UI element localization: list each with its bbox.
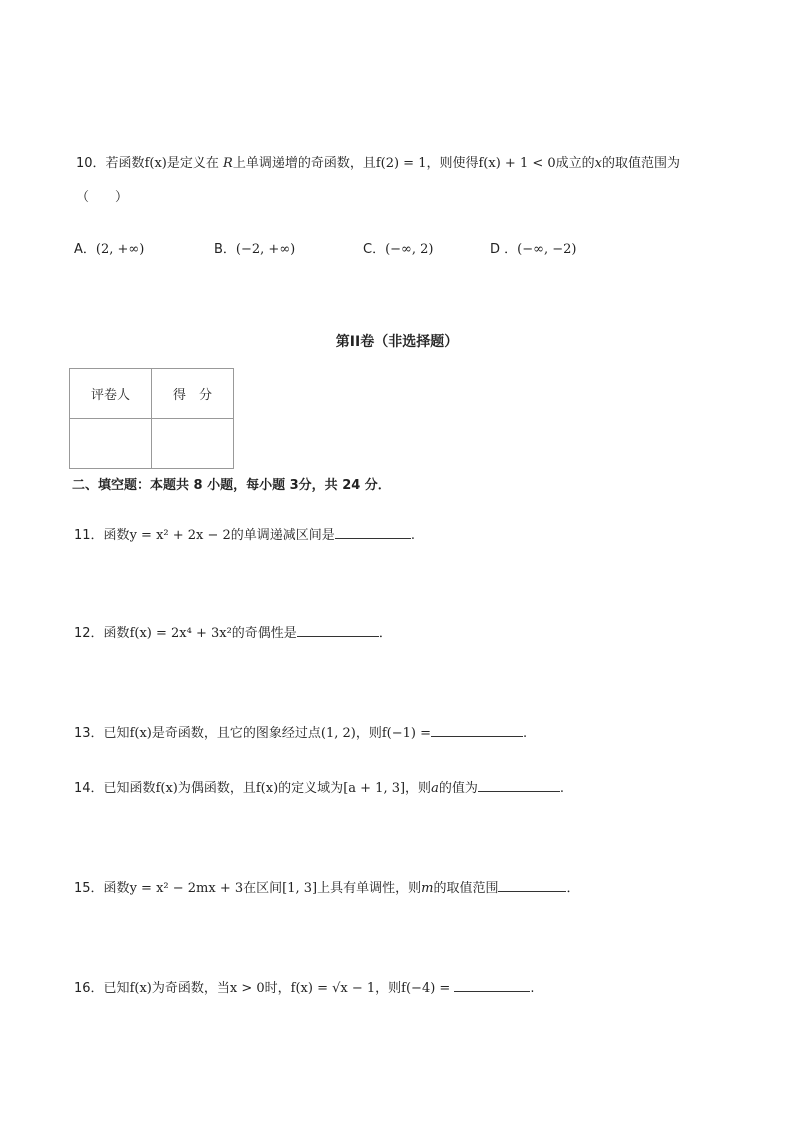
punctuation: ． bbox=[378, 626, 392, 641]
math-expression: f(x) = 2x⁴ + 3x² bbox=[129, 626, 232, 641]
question-13 bbox=[74, 722, 527, 741]
math-expression: (1, 2) bbox=[320, 726, 356, 741]
question-10 bbox=[76, 152, 680, 171]
option-value: (−∞, 2) bbox=[385, 242, 434, 257]
option-b bbox=[214, 238, 295, 257]
grader-cell[interactable] bbox=[70, 419, 152, 469]
question-text: 为偶函数，且 bbox=[177, 781, 256, 796]
question-text: 已知函数 bbox=[103, 781, 156, 796]
question-15 bbox=[74, 877, 579, 896]
question-text: 函数 bbox=[103, 881, 130, 896]
question-text: ，则 bbox=[375, 981, 402, 996]
question-text: 函数 bbox=[103, 528, 130, 543]
punctuation: . bbox=[559, 781, 564, 796]
answer-blank[interactable] bbox=[431, 724, 523, 737]
math-symbol: a bbox=[431, 781, 439, 796]
question-text: 是奇函数，且它的图象经过点 bbox=[151, 726, 321, 741]
question-text: 为奇函数，当 bbox=[151, 981, 230, 996]
grader-header: 评卷人 bbox=[70, 369, 152, 419]
option-label: C． bbox=[363, 242, 386, 257]
question-text: 上具有单调性，则 bbox=[317, 881, 422, 896]
question-text: 的单调递减区间是 bbox=[230, 528, 335, 543]
question-11 bbox=[74, 524, 415, 543]
math-expression: f(x) bbox=[255, 781, 279, 796]
question-text: 时， bbox=[264, 981, 291, 996]
question-text: 若函数 bbox=[105, 156, 145, 171]
question-number: 14． bbox=[74, 781, 104, 796]
question-text: 上单调递增的奇函数，且 bbox=[232, 156, 376, 171]
answer-blank[interactable] bbox=[297, 624, 379, 637]
math-expression: f(−4) = bbox=[401, 981, 451, 996]
score-header: 得 分 bbox=[152, 369, 234, 419]
answer-blank[interactable] bbox=[478, 779, 560, 792]
question-text: ，则 bbox=[355, 726, 382, 741]
question-text: 的取值范围为 bbox=[602, 156, 681, 171]
question-text: 函数 bbox=[103, 626, 130, 641]
option-a bbox=[74, 238, 144, 257]
question-number: 15． bbox=[74, 881, 104, 896]
question-text: 的值为 bbox=[438, 781, 478, 796]
math-expression: f(x) bbox=[155, 781, 178, 796]
question-text: 的取值范围 bbox=[433, 881, 499, 896]
math-expression: f(x) bbox=[144, 156, 167, 171]
math-symbol: R bbox=[223, 156, 233, 171]
answer-blank[interactable] bbox=[498, 879, 566, 892]
punctuation: . bbox=[523, 726, 528, 741]
math-expression: y = x² − 2mx + 3 bbox=[129, 881, 244, 896]
question-number: 13． bbox=[74, 726, 104, 741]
question-number: 11． bbox=[74, 528, 104, 543]
section-heading: 二、填空题：本题共 8 小题，每小题 3分，共 24 分． bbox=[72, 478, 391, 493]
answer-paren: （ ） bbox=[76, 190, 129, 205]
question-text: 在区间 bbox=[243, 881, 283, 896]
question-number: 10． bbox=[76, 156, 106, 171]
option-label: D ． bbox=[490, 242, 518, 257]
section-title: 第II卷（非选择题） bbox=[335, 334, 459, 350]
punctuation: . bbox=[410, 528, 415, 543]
question-number: 16． bbox=[74, 981, 104, 996]
question-text: ，则使得 bbox=[426, 156, 479, 171]
option-d bbox=[490, 238, 576, 257]
question-number: 12． bbox=[74, 626, 104, 641]
option-value: (2, +∞) bbox=[95, 242, 145, 257]
math-expression: f(x) bbox=[129, 726, 152, 741]
option-label: B． bbox=[214, 242, 236, 257]
option-label: A． bbox=[74, 242, 96, 257]
punctuation: . bbox=[530, 981, 535, 996]
question-text: 的奇偶性是 bbox=[231, 626, 297, 641]
option-value: (−∞, −2) bbox=[517, 242, 577, 257]
question-text: 是定义在 bbox=[166, 156, 219, 171]
math-expression: f(x) + 1 < 0 bbox=[478, 156, 556, 171]
math-expression: f(x) bbox=[129, 981, 152, 996]
option-c bbox=[363, 238, 433, 257]
math-expression: [1, 3] bbox=[282, 881, 318, 896]
math-symbol: m bbox=[421, 881, 434, 896]
answer-blank[interactable] bbox=[335, 526, 411, 539]
math-expression: f(2) = 1 bbox=[375, 156, 427, 171]
math-symbol: x bbox=[594, 156, 603, 171]
question-text: ，则 bbox=[405, 781, 432, 796]
math-expression: f(−1) = bbox=[381, 726, 431, 741]
question-12 bbox=[74, 622, 392, 641]
score-table bbox=[69, 368, 234, 469]
question-text: 已知 bbox=[103, 726, 130, 741]
answer-blank[interactable] bbox=[454, 979, 530, 992]
score-cell[interactable] bbox=[152, 419, 234, 469]
math-expression: x > 0 bbox=[229, 981, 265, 996]
math-expression: [a + 1, 3] bbox=[343, 781, 406, 796]
question-text: 已知 bbox=[103, 981, 130, 996]
question-14 bbox=[74, 777, 564, 796]
math-expression: f(x) = √x − 1 bbox=[290, 981, 376, 996]
option-value: (−2, +∞) bbox=[235, 242, 296, 257]
math-expression: y = x² + 2x − 2 bbox=[129, 528, 231, 543]
question-text: 的定义域为 bbox=[278, 781, 344, 796]
question-16 bbox=[74, 977, 534, 996]
punctuation: ． bbox=[566, 881, 580, 896]
question-text: 成立的 bbox=[555, 156, 595, 171]
